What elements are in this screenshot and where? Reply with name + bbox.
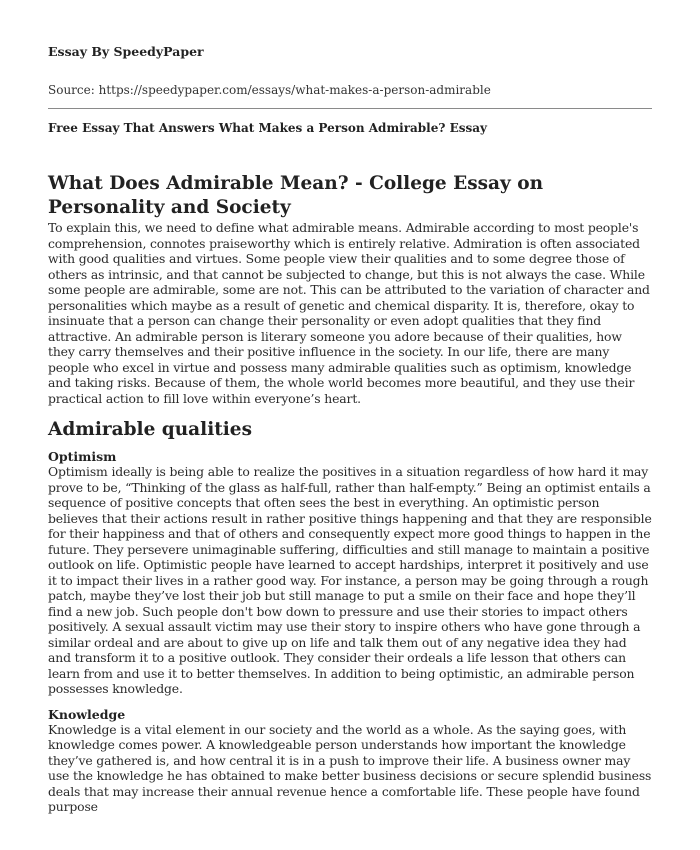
brand-title: Essay By SpeedyPaper	[48, 44, 204, 59]
header-divider	[48, 108, 652, 109]
section-heading: Admirable qualities	[48, 419, 252, 440]
optimism-paragraph: Optimism ideally is being able to realize the positives in a situation regardless of how hard it may prove to be, “Thinking of the glass as half-full, rather than half-empty.” Being an optimist entails a sequence of positive concepts that often sees the best in everything. An optimistic person believes that their actions result in rather positive things happening and that they are responsible for their happiness and that of others and consequently expect more good things to happen in the future. They persevere unimaginable suffering, difficulties and still manage to maintain a positive outlook on life. Optimistic people have learned to accept hardships, interpret it positively and use it to impact their lives in a rather good way. For instance, a person may be going through a rough patch, maybe they’ve lost their job but still manage to put a smile on their face and hope they’ll find a new job. Such people don't bow down to pressure and use their stories to impact others positively. A sexual assault victim may use their story to inspire others who have gone through a similar ordeal and are about to give up on life and talk them out of any negative idea they had and transform it to a positive outlook. They consider their ordeals a life lesson that others can learn from and use it to better themselves. In addition to being optimistic, an admirable person possesses knowledge.	[48, 464, 652, 696]
document-header	[48, 44, 652, 97]
article-title: What Does Admirable Mean? - College Essay on Personality and Society	[48, 173, 544, 218]
knowledge-paragraph: Knowledge is a vital element in our society and the world as a whole. As the saying goes, with knowledge comes power. A knowledgeable person understands how important the knowledge they’ve gathered is, and how central it is in a push to improve their life. A business owner may use the knowledge he has obtained to make better business decisions or secure splendid business deals that may increase their annual revenue hence a comfortable life. These people have found purpose	[48, 721, 652, 814]
source-line: Source: https://speedypaper.com/essays/what-makes-a-person-admirable	[48, 83, 491, 97]
article-body	[48, 172, 652, 815]
knowledge-heading: Knowledge	[48, 706, 126, 722]
intro-paragraph: To explain this, we need to define what admirable means. Admirable according to most people's comprehension, connotes praiseworthy which is entirely relative. Admiration is often associated with good qualities and virtues. Some people view their qualities and to some degree those of others as intrinsic, and that cannot be subjected to change, but this is not always the case. While some people are admirable, some are not. This can be attributed to the variation of character and personalities which maybe as a result of genetic and chemical disparity. It is, therefore, okay to insinuate that a person can change their personality or even adopt qualities that they find attractive. An admirable person is literary someone you adore because of their qualities, how they carry themselves and their positive influence in the society. In our life, there are many people who excel in virtue and possess many admirable qualities such as optimism, knowledge and taking risks. Because of them, the whole world becomes more beautiful, and they use their practical action to fill love within everyone’s heart.	[48, 220, 650, 406]
optimism-heading: Optimism	[48, 449, 117, 464]
essay-subtitle: Free Essay That Answers What Makes a Person Admirable? Essay	[48, 121, 487, 135]
